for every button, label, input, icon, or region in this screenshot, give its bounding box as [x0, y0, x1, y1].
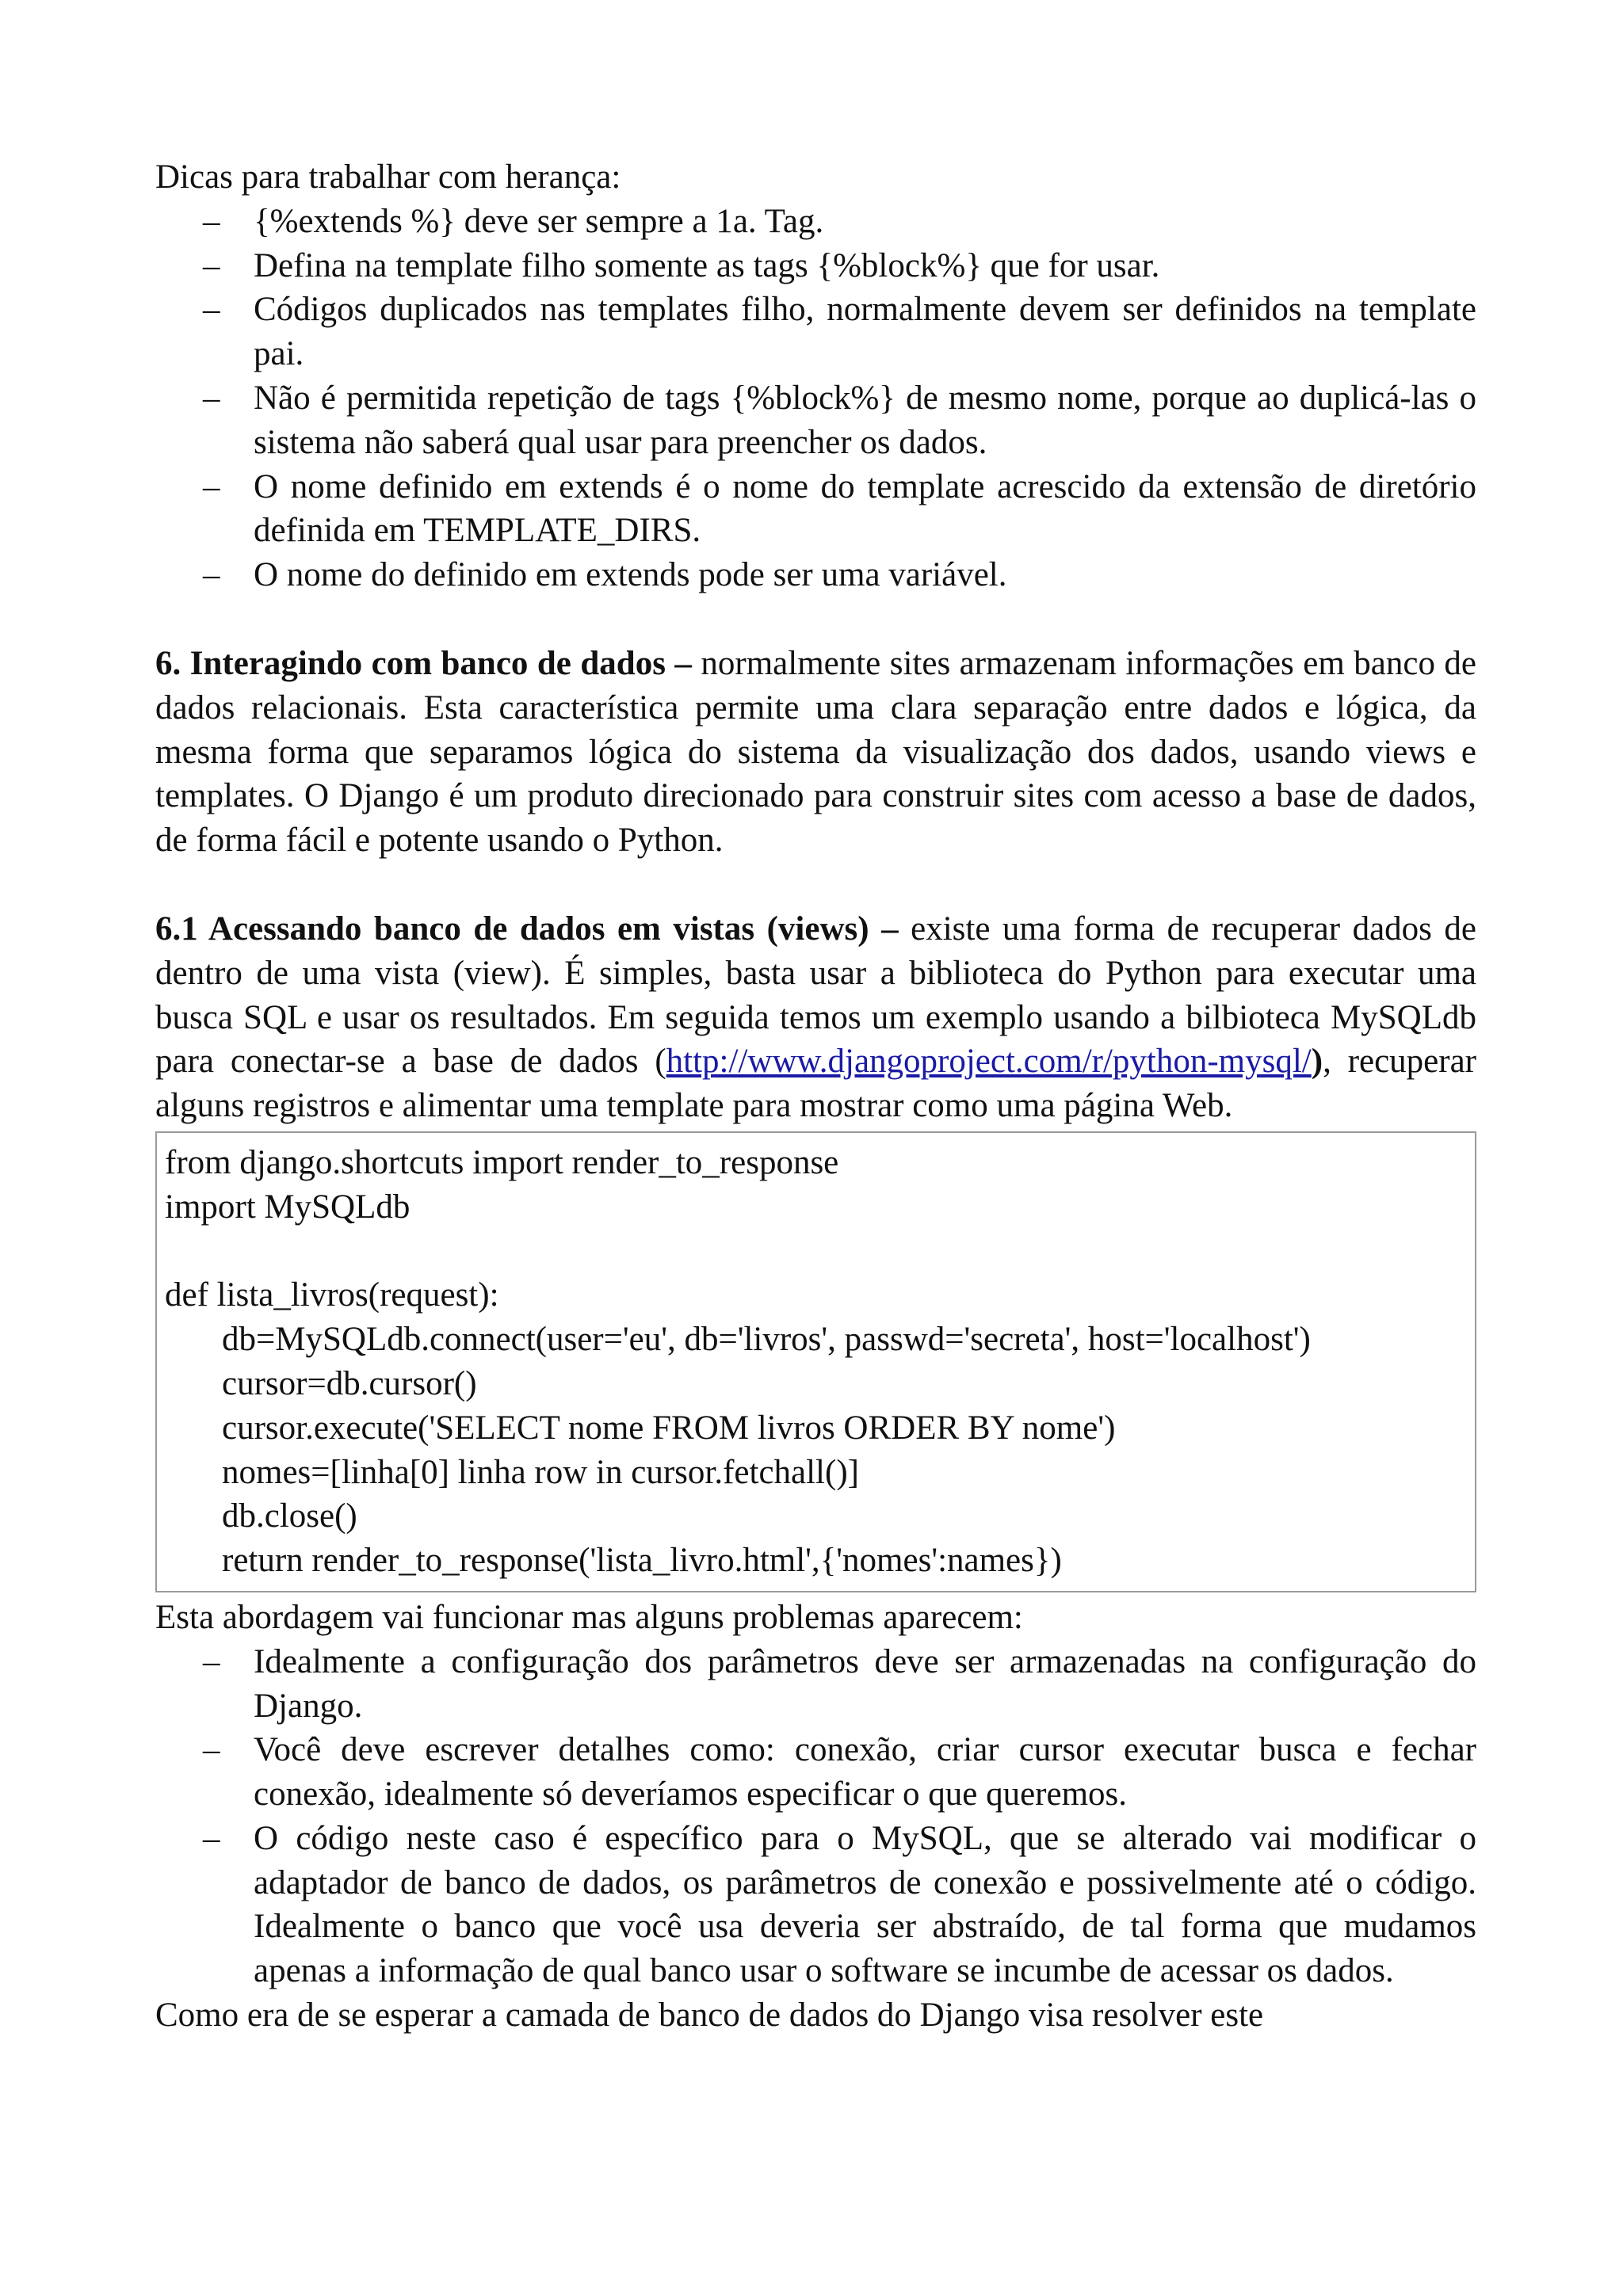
section-6-1-paragraph: 6.1 Acessando banco de dados em vistas (views) – existe uma forma de recuperar dados de dentro de uma vista (view). É simples, basta usar a biblioteca do Python para executar uma busca SQL e usar os resultados. Em seguida temos um exemplo usando a bilbioteca MySQLdb para conectar-se a base de dados (http://www.djangoproject.com/r/python-mysql/), recuperar alguns registros e alimentar uma template para mostrar como uma página Web.: [155, 910, 1476, 1125]
code-line: db=MySQLdb.connect(user='eu', db='livros', passwd='secreta', host='localhost'): [222, 1321, 1311, 1359]
list-item: – O código neste caso é específico para o MySQL, que se alterado vai modificar o adaptador de banco de dados, os parâmetros de conexão e possivelmente até o código. Idealmente o banco que você usa deveria ser abstraído, de tal forma que mudamos apenas a informação de qual banco usar o software se incumbe de acessar os dados.: [254, 1817, 1476, 1993]
section-6-body: normalmente sites armazenam informações em banco de dados relacionais. Esta característica permite uma clara separação entre dados e lógica, da mesma forma que separamos lógica do sistema da visualização dos dados, usando views e templates. O Django é um produto direcionado para construir sites com acesso a base de dados, de forma fácil e potente usando o Python.: [155, 644, 1477, 860]
dash-bullet: –: [203, 379, 220, 417]
dash-bullet: –: [203, 1731, 220, 1769]
code-line: def lista_livros(request):: [165, 1276, 499, 1314]
list-item: – O nome do definido em extends pode ser uma variável.: [254, 553, 1476, 597]
section-6-1-heading: 6.1 Acessando banco de dados em vistas (views): [155, 910, 869, 948]
code-line: nomes=[linha[0] linha row in cursor.fetchall()]: [222, 1453, 859, 1491]
code-line: from django.shortcuts import render_to_response: [165, 1143, 839, 1181]
section-6-paragraph: 6. Interagindo com banco de dados – normalmente sites armazenam informações em banco de dados relacionais. Esta característica permite uma clara separação entre dados e lógica, da mesma forma que separamos lógica do sistema da visualização dos dados, usando views e templates. O Django é um produto direcionado para construir sites com acesso a base de dados, de forma fácil e potente usando o Python.: [155, 644, 1477, 860]
problems-list: [155, 1640, 1476, 1993]
list-item: – Defina na template filho somente as tags {%block%} que for usar.: [254, 244, 1476, 288]
code-block: [155, 1131, 1476, 1592]
list-item: – Códigos duplicados nas templates filho, normalmente devem ser definidos na template pai.: [254, 288, 1476, 376]
code-line: cursor=db.cursor(): [222, 1364, 477, 1402]
code-line: import MySQLdb: [165, 1188, 411, 1226]
dash-bullet: –: [203, 246, 220, 284]
code-line: return render_to_response('lista_livro.html',{'nomes':names}): [222, 1542, 1062, 1580]
spacer: [155, 597, 1476, 642]
list-item: – Idealmente a configuração dos parâmetros deve ser armazenadas na configuração do Django.: [254, 1640, 1476, 1729]
dash-bullet: –: [203, 1819, 220, 1857]
section-6-heading: 6. Interagindo com banco de dados: [155, 644, 666, 682]
problems-intro: Esta abordagem vai funcionar mas alguns problemas aparecem:: [155, 1598, 1023, 1636]
list-item: – O nome definido em extends é o nome do template acrescido da extensão de diretório definida em TEMPLATE_DIRS.: [254, 465, 1476, 554]
code-line: cursor.execute('SELECT nome FROM livros ORDER BY nome'): [222, 1409, 1116, 1447]
dash-bullet: –: [203, 467, 220, 505]
tips-list: [155, 200, 1476, 597]
code-line: db.close(): [222, 1497, 357, 1535]
list-item: – Você deve escrever detalhes como: conexão, criar cursor executar busca e fechar conexão, idealmente só deveríamos especificar o que queremos.: [254, 1728, 1476, 1817]
dash-bullet: –: [203, 202, 220, 240]
list-item: – {%extends %} deve ser sempre a 1a. Tag.: [254, 200, 1476, 244]
closing-paragraph: Como era de se esperar a camada de banco de dados do Django visa resolver este: [155, 1997, 1264, 2035]
list-item: – Não é permitida repetição de tags {%block%} de mesmo nome, porque ao duplicá-las o sistema não saberá qual usar para preencher os dados.: [254, 376, 1476, 465]
code-blank-line: [165, 1230, 1467, 1274]
dash-bullet: –: [203, 556, 220, 594]
tips-intro: Dicas para trabalhar com herança:: [155, 158, 621, 196]
dash-bullet: –: [203, 1642, 220, 1680]
spacer: [155, 863, 1476, 907]
dash-bullet: –: [203, 291, 220, 329]
python-mysql-link[interactable]: http://www.djangoproject.com/r/python-mysql/: [666, 1043, 1312, 1081]
